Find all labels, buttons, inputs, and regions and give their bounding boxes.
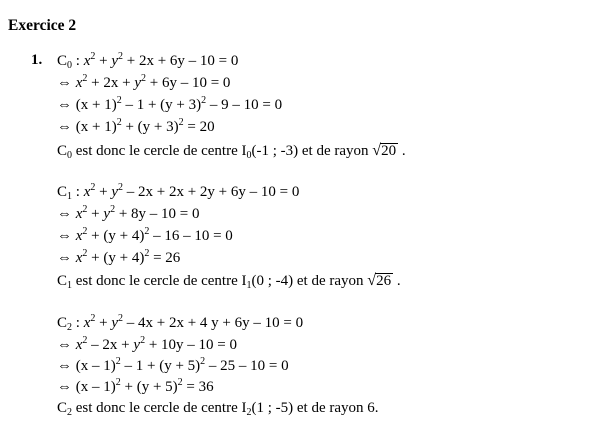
equivalence-icon: ⇔ [57,97,72,113]
square-root: √26 [367,272,392,289]
equivalence-icon: ⇔ [57,250,72,266]
c1-equation-4: ⇔ $x^2 + (y + 4)^2 = 26$ [57,248,181,266]
c0-equation-3: ⇔ $(x + 1)^2 - 1 + (y + 3)^2 - 9 - 10 = 0$ [57,95,283,113]
c2-equation-1: $C_2$ : $x^2 + y^2 - 4x + 2x + 4$ y + 6y – 10 = 0 [57,313,304,333]
equivalence-icon: ⇔ [57,206,72,222]
c1-equation-2: ⇔ $x^2 + y^2 + 8y - 10 = 0$ [57,204,200,222]
equivalence-icon: ⇔ [57,379,72,395]
equivalence-icon: ⇔ [57,119,72,135]
square-root: √20 [372,142,397,159]
c0-equation-1: $C_0$ : $x^2 + y^2 + 2x + 6y - 10 = 0$ [57,51,239,71]
equivalence-icon: ⇔ [57,337,72,353]
c1-conclusion: $C_1$ est donc le cercle de centre $I_1(0$ ; -4) et de rayon √26 . [57,272,401,291]
c1-equation-3: ⇔ $x^2 + (y + 4)^2 - 16 - 10 = 0$ [57,226,233,244]
equivalence-icon: ⇔ [57,228,72,244]
equivalence-icon: ⇔ [57,75,72,91]
c0-equation-4: ⇔ $(x + 1)^2 + (y + 3)^2 = 20$ [57,117,215,135]
c2-equation-3: ⇔ $(x - 1)^2 - 1 + (y + 5)^2 - 25 - 10 = 0$ [57,356,289,374]
item-number: 1. [31,52,43,68]
c1-equation-1: $C_1$ : $x^2 + y^2 - 2x + 2x + 2y + 6y - 10 = 0$ [57,182,300,202]
exercise-title: Exercice 2 [8,17,77,34]
c2-equation-2: ⇔ $x^2 - 2x + y^2 + 10y - 10 = 0$ [57,335,237,353]
c0-conclusion: $C_0$ est donc le cercle de centre $I_0(-1$ ; -3) et de rayon √20 . [57,142,406,161]
c2-conclusion: $C_2$ est donc le cercle de centre $I_2(1$ ; -5) et de rayon 6. [57,400,379,418]
c0-equation-2: ⇔ $x^2 + 2x + y^2 + 6y - 10 = 0$ [57,73,231,91]
equivalence-icon: ⇔ [57,358,72,374]
c2-equation-4: ⇔ $(x - 1)^2 + (y + 5)^2 = 36$ [57,377,214,395]
